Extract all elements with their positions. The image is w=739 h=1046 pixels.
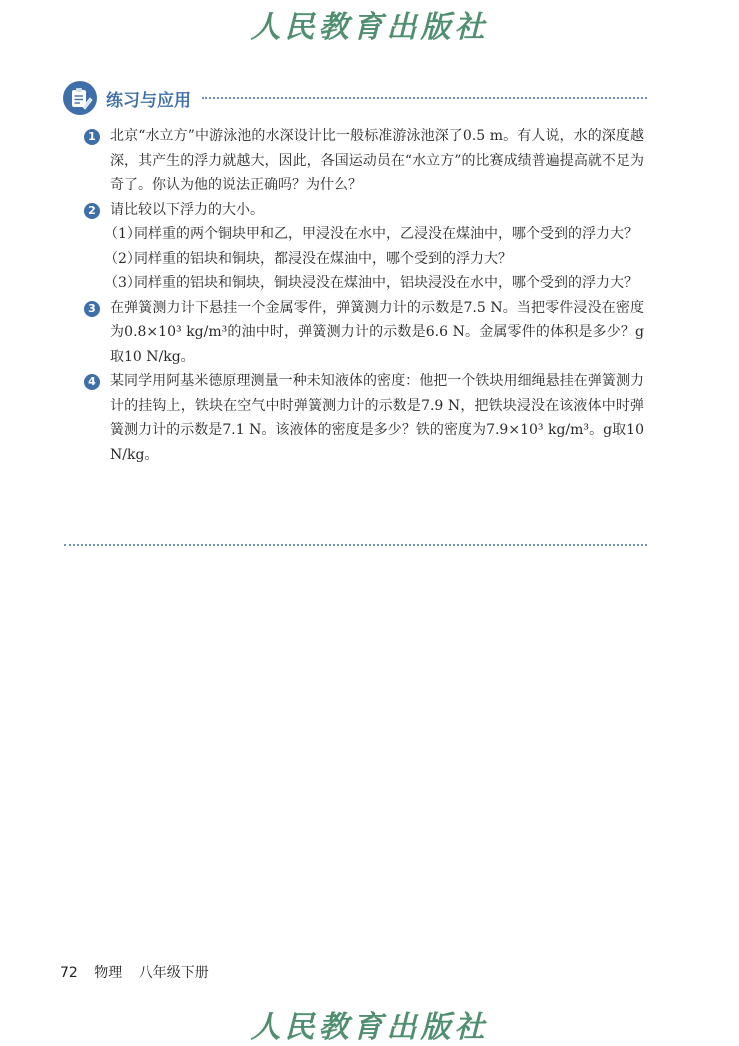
question-4 [84, 369, 644, 467]
clipboard-pen-icon [62, 80, 98, 116]
question-1 [84, 124, 644, 198]
question-number-badge: 4 [84, 374, 100, 390]
page-number: 72 [60, 965, 78, 981]
question-text: 北京“水立方”中游泳池的水深设计比一般标准游泳池深了0.5 m。有人说，水的深度越深，其产生的浮力就越大，因此，各国运动员在“水立方”的比赛成绩普遍提高就不足为奇了。你认为他的说法正确吗？为什么？ [110, 128, 644, 193]
section-divider [202, 97, 647, 99]
question-text: 请比较以下浮力的大小。 [110, 201, 264, 218]
publisher-watermark-top: 人民教育出版社 [250, 10, 489, 45]
sub-question-3 [84, 271, 644, 296]
sub-question-label: （2） [104, 250, 141, 267]
question-number-badge: 2 [84, 203, 100, 219]
publisher-watermark-bottom: 人民教育出版社 [250, 1010, 489, 1045]
sub-question-text: 同样重的两个铜块甲和乙，甲浸没在水中，乙浸没在煤油中，哪个受到的浮力大？ [134, 226, 638, 242]
sub-question-2 [84, 247, 644, 272]
section-header [62, 80, 647, 120]
question-3 [84, 296, 644, 370]
sub-question-text: 同样重的铝块和铜块，铜块浸没在煤油中，铝块浸没在水中，哪个受到的浮力大？ [134, 275, 638, 291]
page-footer [60, 962, 221, 982]
section-end-divider [64, 544, 647, 546]
section-title: 练习与应用 [106, 91, 191, 111]
sub-question-label: （3） [104, 275, 141, 291]
sub-question-text: 同样重的铝块和铜块，都浸没在煤油中，哪个受到的浮力大？ [134, 250, 512, 267]
question-text: 某同学用阿基米德原理测量一种未知液体的密度：他把一个铁块用细绳悬挂在弹簧测力计的挂钩上，铁块在空气中时弹簧测力计的示数是7.9 N，把铁块浸没在该液体中时弹簧测力计的示数是7.1 N。该液体的密度是多少？铁的密度为7.9×10³ kg/m³。g取10 N/kg。 [110, 373, 644, 463]
book-grade: 八年级下册 [138, 965, 209, 981]
question-2 [84, 198, 644, 223]
question-number-badge: 1 [84, 129, 100, 145]
sub-question-label: （1） [104, 226, 141, 242]
sub-question-1 [84, 222, 644, 247]
exercise-list [84, 124, 644, 467]
book-subject: 物理 [94, 965, 123, 981]
question-text: 在弹簧测力计下悬挂一个金属零件，弹簧测力计的示数是7.5 N。当把零件浸没在密度为0.8×10³ kg/m³的油中时，弹簧测力计的示数是6.6 N。金属零件的体积是多少？g取10 N/kg。 [110, 299, 644, 365]
question-number-badge: 3 [84, 301, 100, 317]
